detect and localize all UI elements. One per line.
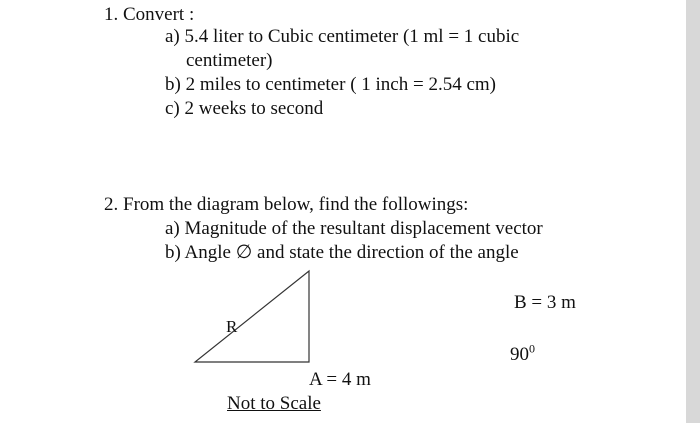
angle-value: 90 <box>510 344 529 365</box>
resultant-label: R <box>226 317 238 336</box>
question-2-item-b: b) Angle ∅ and state the direction of the angle <box>165 242 519 263</box>
vector-b-label: B = 3 m <box>514 292 576 313</box>
angle-label <box>510 341 535 366</box>
scale-note: Not to Scale <box>227 393 321 414</box>
question-2-heading: 2. From the diagram below, find the followings: <box>104 194 469 215</box>
degree-superscript: 0 <box>529 341 535 356</box>
question-1-item-c: c) 2 weeks to second <box>165 98 324 119</box>
question-1-item-a-continued: centimeter) <box>186 50 273 71</box>
vector-a-label: A = 4 m <box>309 369 371 390</box>
question-1-heading: 1. Convert : <box>104 4 195 25</box>
page-edge-divider <box>686 0 700 423</box>
question-1-item-b: b) 2 miles to centimeter ( 1 inch = 2.54 cm) <box>165 74 496 95</box>
right-triangle <box>195 271 309 362</box>
question-2-item-a: a) Magnitude of the resultant displacement vector <box>165 218 543 239</box>
question-1-item-a: a) 5.4 liter to Cubic centimeter (1 ml = 1 cubic <box>165 26 520 47</box>
